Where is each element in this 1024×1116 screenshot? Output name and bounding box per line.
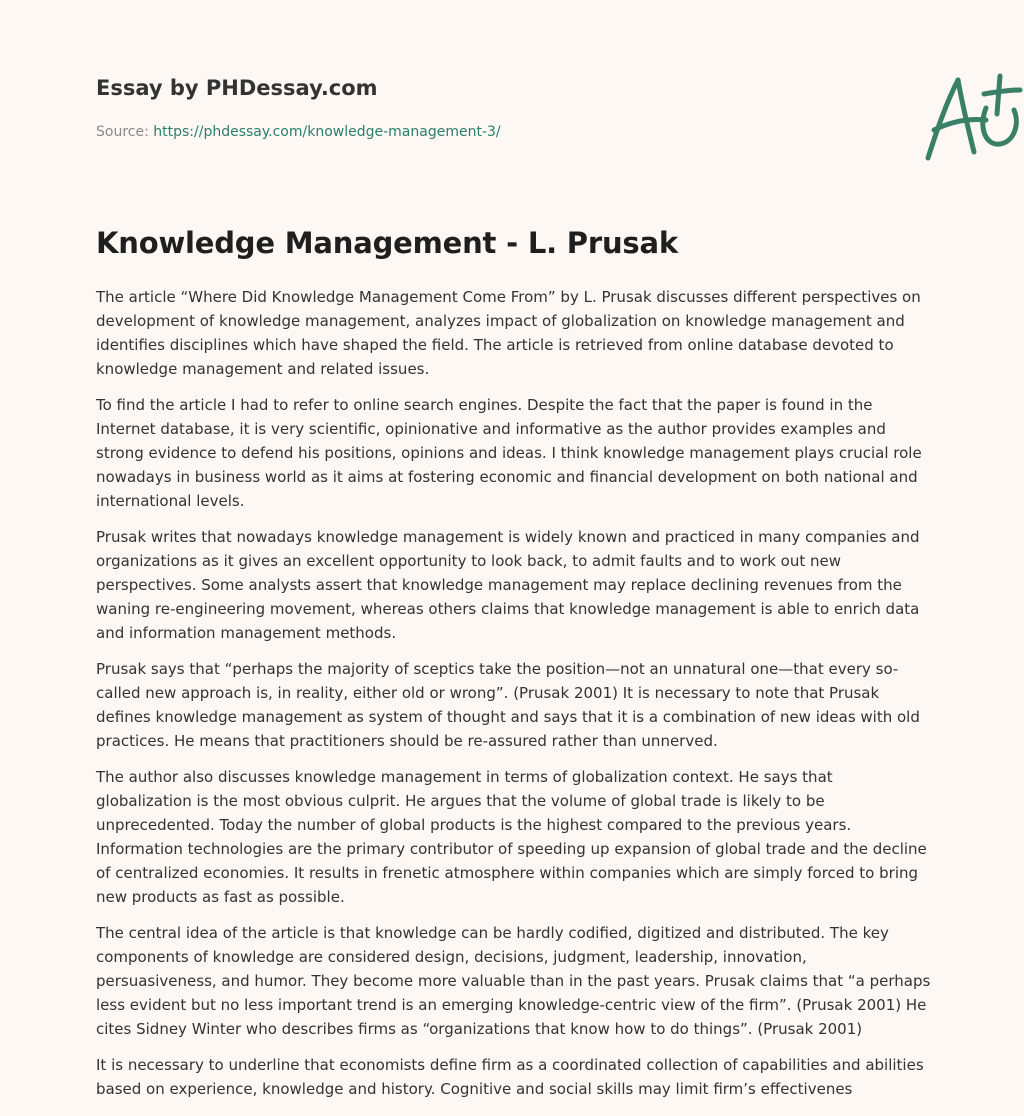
essay-body	[96, 285, 932, 1113]
essay-paragraph: It is necessary to underline that economists define firm as a coordinated collection of capabilities and abilities based on experience, knowledge and history. Cognitive and social skills may limit firm’s effectivenes	[96, 1056, 924, 1098]
essay-paragraph: To find the article I had to refer to online search engines. Despite the fact that the paper is found in the Internet database, it is very scientific, opinionative and informative as the author provides examples and strong evidence to defend his positions, opinions and ideas. I think knowledge management plays crucial role nowadays in business world as it aims at fostering economic and financial development on both national and international levels.	[96, 396, 922, 510]
a-plus-logo	[916, 68, 1024, 164]
essay-paragraph: Prusak writes that nowadays knowledge management is widely known and practiced in many companies and organizations as it gives an excellent opportunity to look back, to admit faults and to work out new perspectives. Some analysts assert that knowledge management may replace declining revenues from the waning re-engineering movement, whereas others claims that knowledge management is able to enrich data and information management methods.	[96, 528, 920, 642]
essay-paragraph: Prusak says that “perhaps the majority of sceptics take the position—not an unnatural one—that every so-called new approach is, in reality, either old or wrong”. (Prusak 2001) It is necessary to note that Prusak defines knowledge management as system of thought and says that it is a combination of new ideas with old practices. He means that practitioners should be re-assured rather than unnerved.	[96, 660, 920, 750]
source-link[interactable]: https://phdessay.com/knowledge-management-3/	[153, 124, 501, 140]
a-plus-logo-graphic	[916, 68, 1024, 164]
essay-title: Knowledge Management - L. Prusak	[96, 226, 678, 260]
source-label: Source:	[96, 124, 149, 140]
source-line	[96, 124, 501, 140]
essay-paragraph: The article “Where Did Knowledge Management Come From” by L. Prusak discusses different perspectives on development of knowledge management, analyzes impact of globalization on knowledge management and identifies disciplines which have shaped the field. The article is retrieved from online database devoted to knowledge management and related issues.	[96, 288, 921, 378]
site-brand: Essay by PHDessay.com	[96, 76, 378, 100]
essay-paragraph: The central idea of the article is that knowledge can be hardly codified, digitized and distributed. The key components of knowledge are considered design, decisions, judgment, leadership, innovation, persuasiveness, and humor. They become more valuable than in the past years. Prusak claims that “a perhaps less evident but no less important trend is an emerging knowledge-centric view of the firm”. (Prusak 2001) He cites Sidney Winter who describes firms as “organizations that know how to do things”. (Prusak 2001)	[96, 924, 931, 1038]
essay-paragraph: The author also discusses knowledge management in terms of globalization context. He says that globalization is the most obvious culprit. He argues that the volume of global trade is likely to be unprecedented. Today the number of global products is the highest compared to the previous years. Information technologies are the primary contributor of speeding up expansion of global trade and the decline of centralized economies. It results in frenetic atmosphere within companies which are simply forced to bring new products as fast as possible.	[96, 768, 927, 906]
